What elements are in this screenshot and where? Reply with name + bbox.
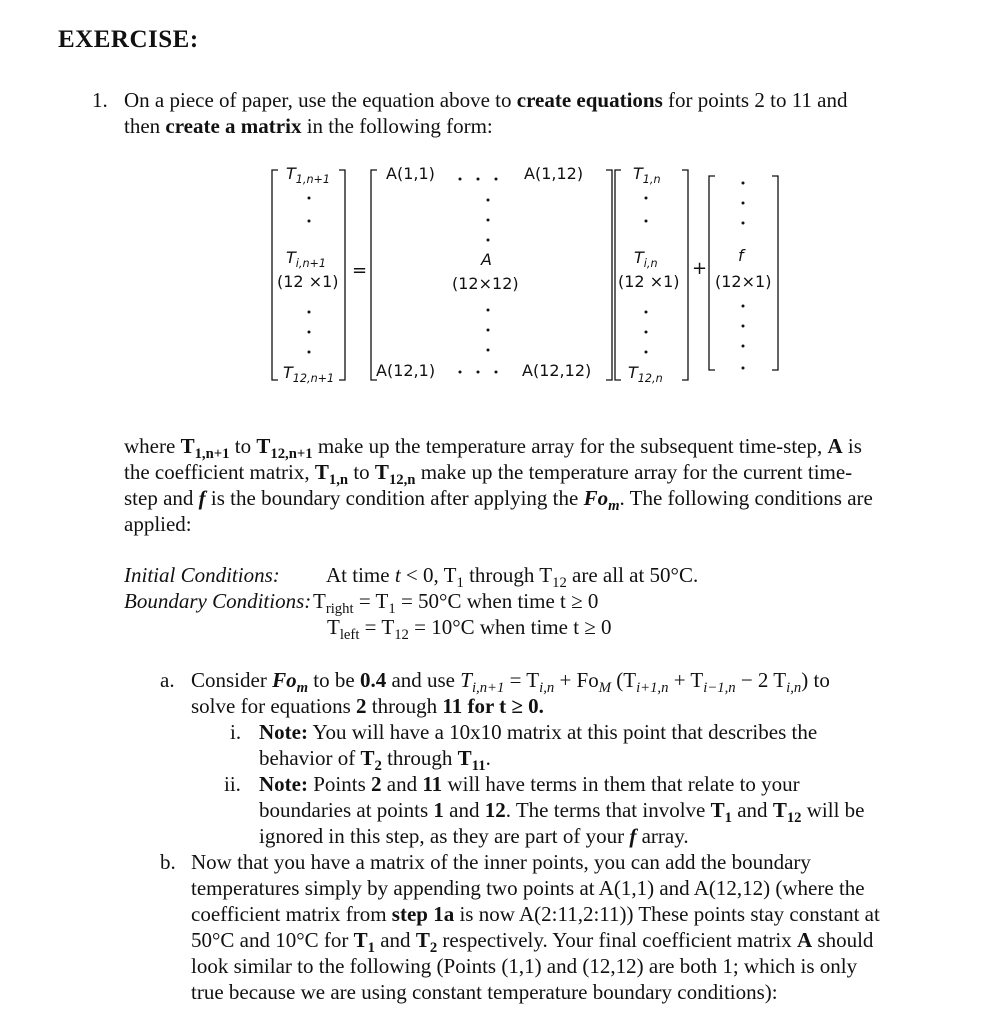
boundary-conditions-label: Boundary Conditions: [124, 589, 312, 613]
initial-conditions-text: At time t < 0, $T_1$ through $T_{12}$ are all at 50°C. [326, 563, 699, 592]
sub-a-i-label: i. [230, 720, 242, 744]
bracket-tn-right [682, 170, 688, 380]
sub-a-ii-line1: Note: Points 2 and 11 will have terms in them that relate to your [259, 772, 800, 796]
sub-b-line3: coefficient matrix from step 1a is now A(2:11,2:11)) These points stay constant at [191, 902, 880, 926]
tn-mid-size: (12 ×1) [618, 272, 680, 291]
where-line3: step and f is the boundary condition after applying the $Fo_m$. The following conditions are [124, 486, 873, 515]
f-center-label: f [738, 246, 744, 265]
where-line2: the coefficient matrix, $T_{1,n}$ to $T_{12,n}$ make up the temperature array for the current time- [124, 460, 853, 489]
sub-b-label: b. [160, 850, 176, 874]
sub-a-i-line2: behavior of $T_2$ through $T_{11}$. [259, 746, 491, 775]
sub-b-line1: Now that you have a matrix of the inner points, you can add the boundary [191, 850, 811, 874]
where-line4: applied: [124, 512, 192, 536]
t-bot-label: $T_{12,n+1}$ [283, 363, 335, 386]
boundary-left: $T_{left} = T_{12} = 10^\circ C$ when time t ≥ 0 [327, 615, 612, 644]
sub-b-line2: temperatures simply by appending two points at A(1,1) and A(12,12) (where the [191, 876, 865, 900]
t-mid-size: (12 ×1) [277, 272, 339, 291]
plus-sign: + [692, 258, 708, 279]
item1-line2: then create a matrix in the following form: [124, 114, 493, 138]
tn-mid-label: $T_{i,n}$ [634, 248, 658, 271]
sub-b-line4: 50°C and 10°C for $T_1$ and $T_2$ respectively. Your final coefficient matrix A should [191, 928, 874, 957]
where-line1: where $T_{1,n+1}$ to $T_{12,n+1}$ make up the temperature array for the subsequent time-step, A is [124, 434, 862, 463]
sub-a-ii-line3: ignored in this step, as they are part of your f array. [259, 824, 689, 848]
a121-label: A(12,1) [376, 361, 436, 380]
f-size-label: (12×1) [715, 272, 772, 291]
tn-bot-label: $T_{12,n}$ [628, 363, 663, 386]
item-number: 1. [92, 88, 108, 112]
sub-a-line1: Consider $Fo_m$ to be 0.4 and use $T_{i,n+1} = T_{i,n} + Fo_M$ ($T_{i+1,n} + T_{i-1,n} - 2$ $T_{i,n}$) to [191, 668, 830, 697]
equals-sign: = [352, 260, 368, 281]
bracket-f-right [772, 176, 778, 370]
bracket-a-left [371, 170, 377, 380]
sub-b-line5: look similar to the following (Points (1,1) and (12,12) are both 1; which is only [191, 954, 858, 978]
tn-top-label: $T_{1,n}$ [633, 164, 661, 187]
a1212-label: A(12,12) [522, 361, 592, 380]
sub-a-ii-line2: boundaries at points 1 and 12. The terms that involve $T_1$ and $T_{12}$ will be [259, 798, 865, 827]
sub-a-label: a. [160, 668, 175, 692]
exercise-heading: EXERCISE: [58, 26, 199, 53]
bracket-a-right [606, 170, 612, 380]
sub-a-ii-label: ii. [224, 772, 241, 796]
a-center-label: A [481, 250, 492, 269]
sub-a-i-line1: Note: You will have a 10x10 matrix at this point that describes the [259, 720, 818, 744]
sub-b-line6: true because we are using constant temperature boundary conditions): [191, 980, 778, 1004]
t-mid-label: $T_{i,n+1}$ [286, 248, 327, 271]
boundary-right: $T_{right} = T_1 = 50^\circ C$ when time t ≥ 0 [313, 589, 599, 618]
item1-line1: On a piece of paper, use the equation above to create equations for points 2 to 11 and [124, 88, 848, 112]
bracket-tn1-right [339, 170, 345, 380]
sub-a-line2: solve for equations 2 through 11 for t ≥ 0. [191, 694, 544, 718]
a112-label: A(1,12) [524, 164, 584, 183]
a11-label: A(1,1) [386, 164, 435, 183]
a-size-label: (12×12) [452, 274, 519, 293]
initial-conditions-label: Initial Conditions: [124, 563, 280, 587]
t-top-label: $T_{1,n+1}$ [286, 164, 331, 187]
